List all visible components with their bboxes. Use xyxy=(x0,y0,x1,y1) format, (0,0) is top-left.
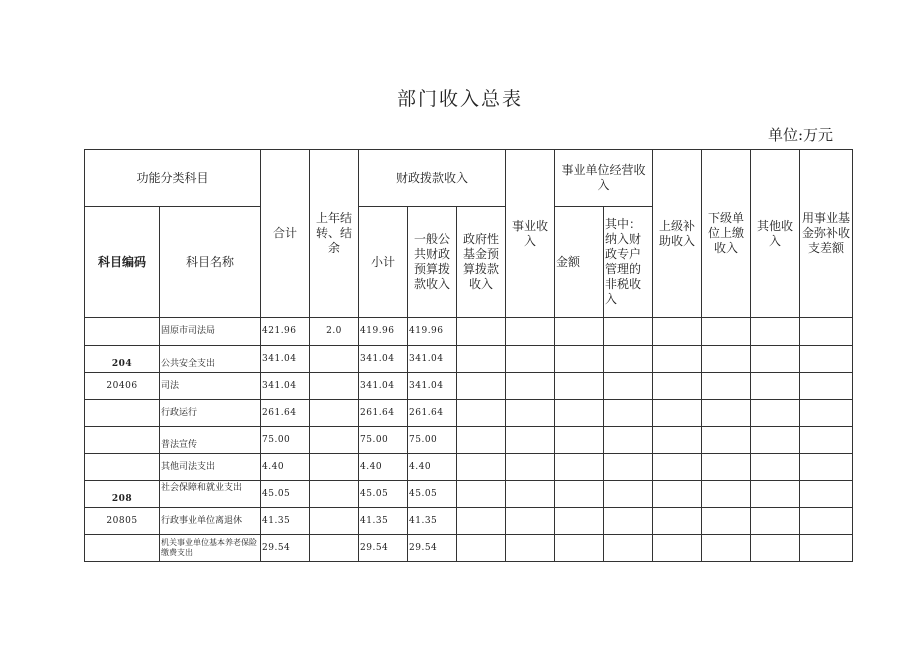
cell-subtotal: 29.54 xyxy=(359,535,408,562)
cell-subtotal: 75.00 xyxy=(359,427,408,454)
cell-code: 20406 xyxy=(85,373,160,400)
header-func-category: 功能分类科目 xyxy=(85,150,261,207)
cell-general: 75.00 xyxy=(408,427,457,454)
cell-carryover xyxy=(310,535,359,562)
cell-total: 45.05 xyxy=(261,481,310,508)
cell-carryover xyxy=(310,346,359,373)
table-row xyxy=(85,508,853,535)
cell-code: 204 xyxy=(85,346,160,373)
page-title: 部门收入总表 xyxy=(396,88,523,110)
cell-code: 20805 xyxy=(85,508,160,535)
cell-code: 208 xyxy=(85,481,160,508)
header-fiscal: 财政拨款收入 xyxy=(359,150,506,207)
cell-name: 普法宣传 xyxy=(160,427,261,454)
cell-total: 341.04 xyxy=(261,373,310,400)
cell-code xyxy=(85,535,160,562)
header-name: 科目名称 xyxy=(160,207,261,318)
cell-name: 其他司法支出 xyxy=(160,454,261,481)
cell-name: 司法 xyxy=(160,373,261,400)
cell-code xyxy=(85,427,160,454)
header-upper-subsidy: 上级补助收入 xyxy=(653,150,702,318)
cell-subtotal: 341.04 xyxy=(359,373,408,400)
cell-general: 341.04 xyxy=(408,373,457,400)
cell-name: 公共安全支出 xyxy=(160,346,261,373)
table-row xyxy=(85,318,853,346)
table-row xyxy=(85,454,853,481)
cell-total: 341.04 xyxy=(261,346,310,373)
cell-subtotal: 419.96 xyxy=(359,318,408,346)
cell-general: 419.96 xyxy=(408,318,457,346)
cell-subtotal: 261.64 xyxy=(359,400,408,427)
header-lower-remit: 下级单位上缴收入 xyxy=(702,150,751,318)
cell-subtotal: 341.04 xyxy=(359,346,408,373)
cell-general: 45.05 xyxy=(408,481,457,508)
table-row xyxy=(85,346,853,373)
header-general-budget: 一般公共财政预算拨款收入 xyxy=(408,207,457,318)
header-gov-fund: 政府性基金预算拨款收入 xyxy=(457,207,506,318)
table-row xyxy=(85,400,853,427)
cell-carryover xyxy=(310,400,359,427)
cell-total: 29.54 xyxy=(261,535,310,562)
cell-code xyxy=(85,318,160,346)
cell-general: 41.35 xyxy=(408,508,457,535)
header-business: 事业单位经营收入 xyxy=(555,150,653,207)
table-row xyxy=(85,535,853,562)
cell-carryover xyxy=(310,427,359,454)
cell-name: 社会保障和就业支出 xyxy=(160,481,261,508)
header-reserve: 用事业基金弥补收支差额 xyxy=(800,150,853,318)
header-other: 其他收入 xyxy=(751,150,800,318)
cell-general: 4.40 xyxy=(408,454,457,481)
cell-general: 261.64 xyxy=(408,400,457,427)
cell-total: 4.40 xyxy=(261,454,310,481)
cell-general: 341.04 xyxy=(408,346,457,373)
cell-carryover xyxy=(310,373,359,400)
unit-label: 单位:万元 xyxy=(767,126,833,144)
cell-total: 421.96 xyxy=(261,318,310,346)
table-row xyxy=(85,427,853,454)
table-row xyxy=(85,373,853,400)
income-table xyxy=(84,149,853,562)
cell-carryover: 2.0 xyxy=(310,318,359,346)
cell-total: 41.35 xyxy=(261,508,310,535)
header-subtotal: 小计 xyxy=(359,207,408,318)
cell-code xyxy=(85,400,160,427)
header-amount: 金额 xyxy=(555,207,604,318)
cell-name: 行政事业单位离退休 xyxy=(160,508,261,535)
header-nontax: 其中：纳入财政专户管理的非税收入 xyxy=(604,207,653,318)
header-institution: 事业收入 xyxy=(506,150,555,318)
cell-subtotal: 45.05 xyxy=(359,481,408,508)
header-total: 合计 xyxy=(261,150,310,318)
cell-name: 固原市司法局 xyxy=(160,318,261,346)
cell-carryover xyxy=(310,481,359,508)
cell-total: 75.00 xyxy=(261,427,310,454)
cell-name: 行政运行 xyxy=(160,400,261,427)
cell-name: 机关事业单位基本养老保险缴费支出 xyxy=(160,535,261,562)
cell-general: 29.54 xyxy=(408,535,457,562)
cell-carryover xyxy=(310,454,359,481)
cell-subtotal: 4.40 xyxy=(359,454,408,481)
cell-carryover xyxy=(310,508,359,535)
header-code: 科目编码 xyxy=(85,207,160,318)
table-row xyxy=(85,481,853,508)
cell-subtotal: 41.35 xyxy=(359,508,408,535)
header-carryover: 上年结转、结余 xyxy=(310,150,359,318)
cell-code xyxy=(85,454,160,481)
cell-total: 261.64 xyxy=(261,400,310,427)
